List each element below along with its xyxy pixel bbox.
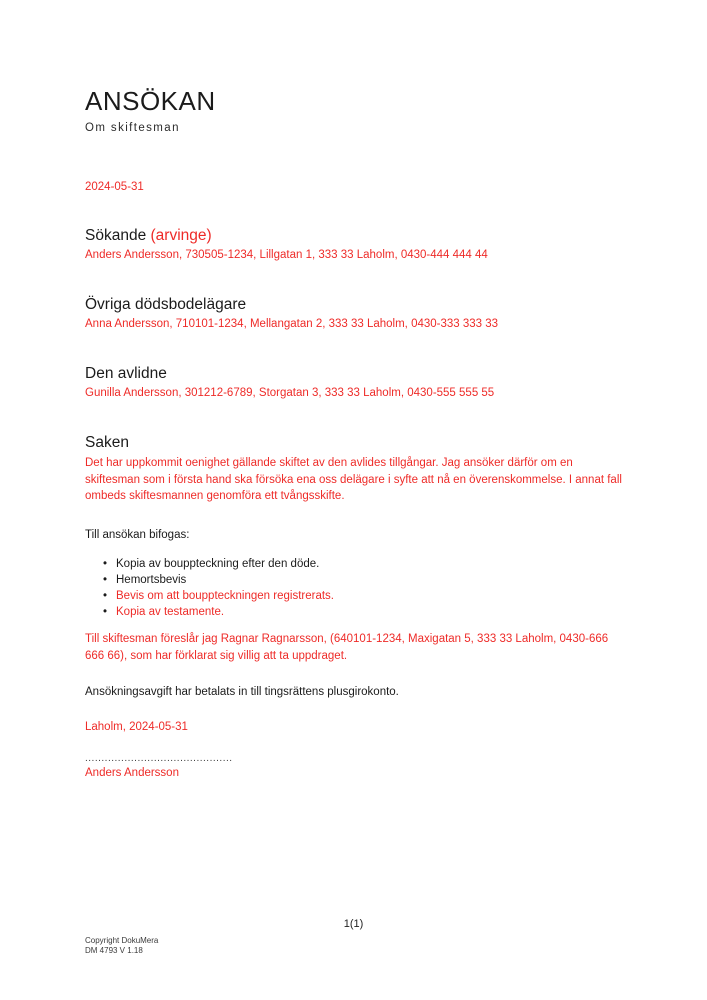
matter-body: Det har uppkommit oenighet gällande skiftet av den avlides tillgångar. Jag ansöker därför om en skiftesman som i första hand ska försöka ena oss delägare i syfte att nå en överenskommelse. I annat fall ombeds skiftesmannen genomföra ett tvångsskifte. [85,457,622,502]
document-title: ANSÖKAN [85,86,216,116]
attachments-list [85,556,622,620]
attachment-item [103,572,622,588]
deceased-details: Gunilla Andersson, 301212-6789, Storgatan 3, 333 33 Laholm, 0430-555 555 55 [85,387,495,399]
bullet-icon [103,604,107,620]
signature-name: Anders Andersson [85,766,179,779]
bullet-icon [103,588,107,604]
attachment-item-text: Kopia av bouppteckning efter den döde. [116,558,320,570]
applicant-role-suffix: (arvinge) [150,227,212,244]
attachment-item-text: Bevis om att bouppteckningen registrerats. [116,590,334,602]
section-heading-other-owners: Övriga dödsbodelägare [85,296,247,313]
attachment-item-text: Kopia av testamente. [116,606,225,618]
section-heading-applicant [85,226,622,245]
bullet-icon [103,556,107,572]
page-number: 1(1) [343,918,364,930]
bullet-icon [103,572,107,588]
copyright-note [85,936,158,956]
signature-place-date: Laholm, 2024-05-31 [85,720,188,733]
version-line: DM 4793 V 1.18 [85,946,143,955]
attachment-item-text: Hemortsbevis [116,574,187,586]
attachment-item [103,604,622,620]
applicant-heading-label: Sökande [85,227,147,244]
attachments-intro: Till ansökan bifogas: [85,528,190,541]
attachment-item [103,588,622,604]
section-heading-deceased: Den avlidne [85,365,167,382]
other-owners-details: Anna Andersson, 710101-1234, Mellangatan 2, 333 33 Laholm, 0430-333 333 33 [85,318,499,330]
document-subtitle: Om skiftesman [85,122,180,134]
signature-line: ............................................. [85,752,233,764]
applicant-details: Anders Andersson, 730505-1234, Lillgatan 1, 333 33 Laholm, 0430-444 444 44 [85,249,488,261]
section-heading-matter: Saken [85,434,129,451]
attachment-item [103,556,622,572]
date-line: 2024-05-31 [85,181,144,193]
copyright-line: Copyright DokuMera [85,936,159,945]
proposal-paragraph: Till skiftesman föreslår jag Ragnar Ragnarsson, (640101-1234, Maxigatan 5, 333 33 Laholm, 0430-666 666 66), som har förklarat sig villig att ta uppdraget. [85,633,609,662]
fee-note: Ansökningsavgift har betalats in till tingsrättens plusgirokonto. [85,686,399,698]
